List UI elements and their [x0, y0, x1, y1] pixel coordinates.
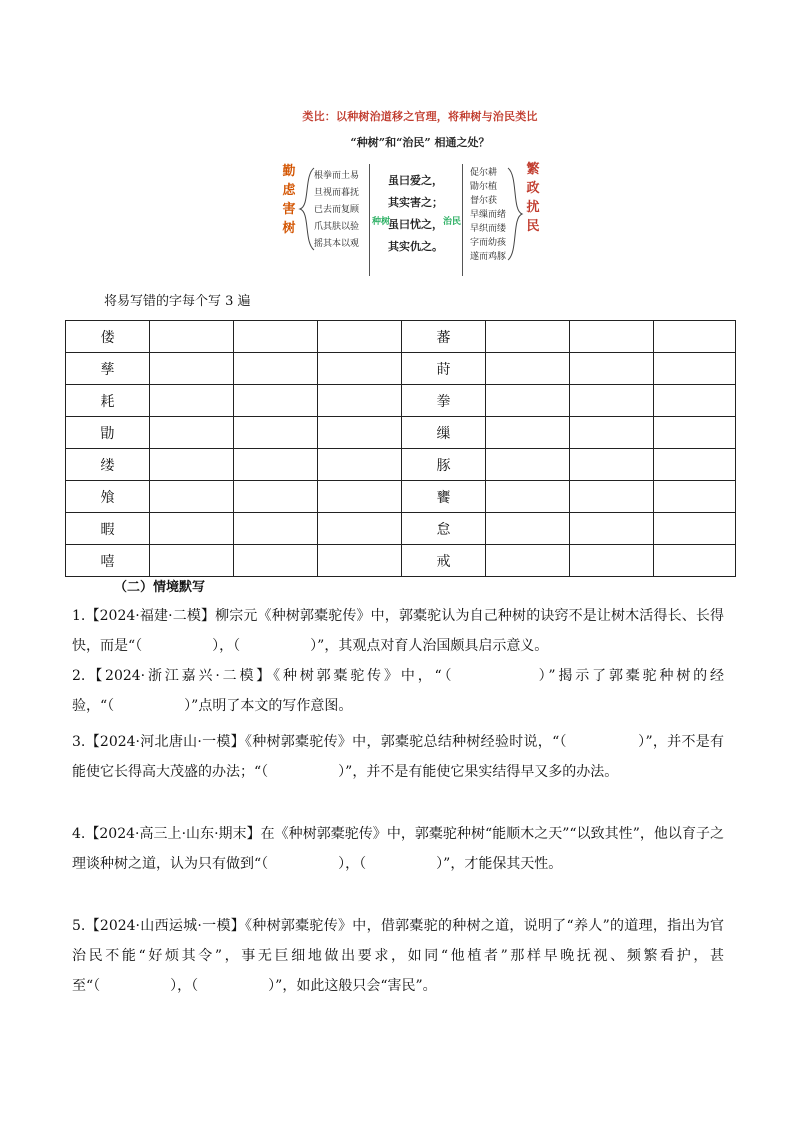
question-4: 4.【2024·高三上·山东·期末】在《种树郭橐驼传》中，郭橐驼种树“能顺木之天”“以致其性”，他以育子之理谈种树之道，认为只有做到“（ ），（ ）”，才能保其天性。 [72, 826, 724, 872]
question-3: 3.【2024·河北唐山·一模】《种树郭橐驼传》中，郭橐驼总结种树经验时说，“（ ）”，并不是有能使它长得高大茂盛的办法；“（ ）”，并不是有能使它果实结得早又多的办法。 [72, 734, 724, 780]
left-item: 爪其肤以验 [314, 222, 360, 232]
character-cell: 饔 [402, 481, 486, 513]
writing-cell[interactable] [654, 449, 736, 481]
writing-cell[interactable] [486, 545, 570, 577]
section-title: （二）情境默写 [114, 580, 206, 595]
writing-cell[interactable] [234, 481, 318, 513]
practice-table [65, 320, 736, 577]
writing-cell[interactable] [570, 513, 654, 545]
right-item: 遂而鸡豚 [470, 252, 507, 262]
writing-cell[interactable] [486, 385, 570, 417]
right-label-char: 政 [526, 181, 540, 196]
table-row [66, 449, 736, 481]
left-label-char: 树 [282, 221, 296, 236]
writing-cell[interactable] [318, 385, 402, 417]
writing-cell[interactable] [654, 353, 736, 385]
figure-left-list [314, 168, 359, 253]
writing-cell[interactable] [234, 417, 318, 449]
left-label-char: 虑 [282, 183, 296, 198]
figure-title: 类比：以种树治道移之官理，将种树与治民类比 [302, 110, 538, 123]
center-item: 其实害之； [388, 196, 443, 209]
analogy-figure [280, 100, 560, 280]
table-row [66, 417, 736, 449]
question-2: 2.【2024·浙江嘉兴·二模】《种树郭橐驼传》中，“（ ）”揭示了郭橐驼种树的经验，“（ ）”点明了本文的写作意图。 [72, 668, 724, 714]
writing-cell[interactable] [486, 417, 570, 449]
right-item: 早缫而绪 [470, 210, 507, 220]
writing-cell[interactable] [234, 513, 318, 545]
divider [462, 164, 463, 276]
writing-cell[interactable] [150, 545, 234, 577]
figure-center-list [388, 170, 443, 258]
question-5: 5.【2024·山西运城·一模】《种树郭橐驼传》中，借郭橐驼的种树之道，说明了“养人”的道理，指出为官治民不能“好烦其令”，事无巨细地做出要求，如同“他植者”那样早晚抚视、频繁看护，甚至“（ ），（ ）”，如此这般只会“害民”。 [72, 918, 724, 994]
mid-right-label: 治民 [443, 217, 462, 227]
center-item: 虽曰爱之， [388, 174, 443, 187]
writing-cell[interactable] [570, 385, 654, 417]
writing-cell[interactable] [486, 321, 570, 353]
writing-cell[interactable] [570, 545, 654, 577]
figure-left-label [281, 162, 297, 238]
left-label-char: 害 [282, 202, 296, 217]
question-1: 1.【2024·福建·二模】柳宗元《种树郭橐驼传》中，郭橐驼认为自己种树的诀窍不是让树木活得长、长得快，而是“（ ），（ ）”，其观点对育人治国颇具启示意义。 [72, 608, 724, 654]
character-cell: 飧 [66, 481, 150, 513]
character-cell: 偻 [66, 321, 150, 353]
writing-cell[interactable] [318, 417, 402, 449]
writing-cell[interactable] [654, 545, 736, 577]
writing-cell[interactable] [486, 481, 570, 513]
right-brace-icon [506, 166, 526, 262]
writing-cell[interactable] [318, 513, 402, 545]
writing-cell[interactable] [150, 481, 234, 513]
character-cell: 孳 [66, 353, 150, 385]
writing-cell[interactable] [570, 321, 654, 353]
right-item: 勖尔植 [470, 182, 498, 192]
table-row [66, 385, 736, 417]
center-item: 虽曰忧之， [388, 218, 443, 231]
character-cell: 缕 [66, 449, 150, 481]
instruction-text: 将易写错的字每个写 3 遍 [104, 294, 251, 309]
right-item: 督尔获 [470, 196, 498, 206]
character-cell: 勖 [66, 417, 150, 449]
left-brace-icon [296, 166, 316, 252]
character-cell: 莳 [402, 353, 486, 385]
writing-cell[interactable] [234, 545, 318, 577]
writing-cell[interactable] [654, 481, 736, 513]
writing-cell[interactable] [654, 385, 736, 417]
writing-cell[interactable] [570, 417, 654, 449]
writing-cell[interactable] [234, 449, 318, 481]
writing-cell[interactable] [654, 417, 736, 449]
right-item: 早织而缕 [470, 224, 507, 234]
writing-cell[interactable] [150, 513, 234, 545]
table-row [66, 321, 736, 353]
writing-cell[interactable] [150, 385, 234, 417]
character-cell: 拳 [402, 385, 486, 417]
writing-cell[interactable] [486, 513, 570, 545]
character-cell: 蕃 [402, 321, 486, 353]
right-item: 字而幼孩 [470, 238, 507, 248]
writing-cell[interactable] [486, 353, 570, 385]
figure-right-label [524, 160, 542, 236]
writing-cell[interactable] [318, 321, 402, 353]
writing-cell[interactable] [654, 513, 736, 545]
writing-cell[interactable] [150, 449, 234, 481]
writing-cell[interactable] [318, 481, 402, 513]
right-label-char: 民 [526, 219, 540, 234]
left-label-char: 勤 [282, 164, 296, 179]
writing-cell[interactable] [318, 545, 402, 577]
writing-cell[interactable] [234, 385, 318, 417]
writing-cell[interactable] [234, 353, 318, 385]
table-row [66, 481, 736, 513]
character-cell: 怠 [402, 513, 486, 545]
writing-cell[interactable] [654, 321, 736, 353]
center-item: 其实仇之。 [388, 240, 443, 253]
character-cell: 暇 [66, 513, 150, 545]
writing-cell[interactable] [234, 321, 318, 353]
mid-left-label: 种树 [372, 217, 391, 227]
writing-cell[interactable] [570, 449, 654, 481]
table-row [66, 545, 736, 577]
character-cell: 豚 [402, 449, 486, 481]
table-row [66, 353, 736, 385]
writing-cell[interactable] [318, 449, 402, 481]
writing-cell[interactable] [150, 321, 234, 353]
right-label-char: 扰 [526, 200, 540, 215]
table-row [66, 513, 736, 545]
character-cell: 耗 [66, 385, 150, 417]
writing-cell[interactable] [570, 353, 654, 385]
divider [369, 164, 370, 276]
character-cell: 戒 [402, 545, 486, 577]
character-cell: 缫 [402, 417, 486, 449]
figure-question: “种树”和“治民” 相通之处？ [350, 136, 490, 149]
left-item: 摇其本以观 [314, 239, 360, 249]
character-cell: 嘻 [66, 545, 150, 577]
writing-cell[interactable] [150, 353, 234, 385]
left-item: 根拳而土易 [314, 171, 360, 181]
writing-cell[interactable] [318, 353, 402, 385]
writing-cell[interactable] [486, 449, 570, 481]
right-label-char: 繁 [526, 162, 540, 177]
left-item: 已去而复顾 [314, 205, 360, 215]
right-item: 促尔耕 [470, 168, 498, 178]
writing-cell[interactable] [150, 417, 234, 449]
writing-cell[interactable] [570, 481, 654, 513]
left-item: 旦视而暮抚 [314, 188, 360, 198]
figure-right-list [470, 166, 506, 264]
